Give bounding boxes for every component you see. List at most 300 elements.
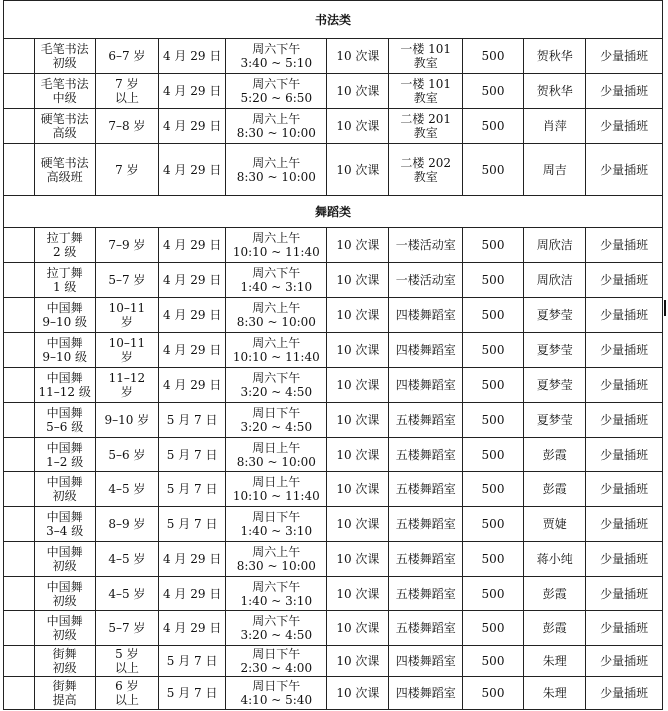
- start-date-cell: 4 月 29 日: [159, 144, 226, 196]
- age-line: 4–5 岁: [108, 482, 146, 496]
- course-name-cell: [34, 39, 95, 74]
- lessons-cell: 10 次课: [327, 263, 389, 298]
- class-time-line: 周六下午: [252, 579, 301, 594]
- age-cell: [95, 472, 158, 507]
- section-title: 书法类: [4, 1, 663, 39]
- classroom-cell: [389, 472, 462, 507]
- classroom-line: 二楼 201: [400, 112, 452, 126]
- enrollment-status-cell: 少量插班: [586, 577, 663, 611]
- age-cell: [95, 368, 158, 403]
- class-time-line: 周日下午: [252, 510, 301, 524]
- class-time-line: 周六上午: [252, 155, 301, 170]
- course-row: [4, 677, 663, 710]
- course-name-cell: [34, 144, 95, 196]
- start-date-cell: 4 月 29 日: [159, 228, 226, 263]
- classroom-line: 教室: [413, 56, 438, 70]
- classroom-cell: [389, 677, 462, 710]
- course-name-cell: [34, 611, 95, 646]
- class-time-line: 周六上午: [252, 231, 301, 245]
- class-time-cell: [226, 263, 327, 298]
- age-line: 8–9 岁: [108, 517, 146, 531]
- start-date-cell: 5 月 7 日: [159, 507, 226, 542]
- course-row: [4, 228, 663, 263]
- course-name-line: 街舞: [52, 647, 77, 661]
- course-row: [4, 298, 663, 333]
- lessons-cell: 10 次课: [327, 438, 389, 472]
- class-time-line: 3:20 ~ 4:50: [240, 420, 313, 434]
- lessons-cell: 10 次课: [327, 144, 389, 196]
- fee-cell: 500: [462, 144, 523, 196]
- course-schedule-table: [3, 0, 663, 710]
- enrollment-status-cell: 少量插班: [586, 109, 663, 144]
- class-time-line: 周日下午: [252, 647, 301, 661]
- classroom-line: 教室: [413, 169, 438, 184]
- blank-cell: [4, 577, 35, 611]
- class-time-cell: [226, 577, 327, 611]
- class-time-line: 8:30 ~ 10:00: [236, 126, 316, 140]
- class-time-line: 3:20 ~ 4:50: [240, 385, 313, 399]
- course-row: [4, 507, 663, 542]
- course-name-line: 提高: [52, 693, 77, 707]
- class-time-line: 8:30 ~ 10:00: [236, 559, 316, 573]
- age-line: 4–5 岁: [108, 586, 146, 601]
- course-row: [4, 333, 663, 368]
- enrollment-status-cell: 少量插班: [586, 403, 663, 438]
- enrollment-status-cell: 少量插班: [586, 611, 663, 646]
- class-time-cell: [226, 144, 327, 196]
- classroom-line: 四楼舞蹈室: [395, 343, 456, 357]
- class-time-cell: [226, 472, 327, 507]
- section-header-row: [4, 196, 663, 228]
- class-time-cell: [226, 677, 327, 710]
- lessons-cell: 10 次课: [327, 39, 389, 74]
- lessons-cell: 10 次课: [327, 228, 389, 263]
- age-line: 7 岁: [115, 162, 139, 177]
- classroom-cell: [389, 39, 462, 74]
- age-line: 9–10 岁: [104, 413, 150, 427]
- class-time-line: 周日上午: [252, 475, 301, 489]
- course-name-line: 2 级: [52, 245, 77, 259]
- classroom-cell: [389, 74, 462, 109]
- start-date-cell: 4 月 29 日: [159, 368, 226, 403]
- course-name-cell: [34, 403, 95, 438]
- teacher-cell: 夏梦莹: [524, 368, 586, 403]
- course-name-cell: [34, 542, 95, 577]
- classroom-line: 教室: [413, 126, 438, 140]
- class-time-line: 周六上午: [252, 301, 301, 315]
- teacher-cell: 朱理: [524, 646, 586, 677]
- course-row: [4, 472, 663, 507]
- class-time-cell: [226, 646, 327, 677]
- enrollment-status-cell: 少量插班: [586, 333, 663, 368]
- classroom-cell: [389, 438, 462, 472]
- age-line: 5–6 岁: [108, 447, 146, 462]
- course-name-cell: [34, 228, 95, 263]
- teacher-cell: 彭霞: [524, 577, 586, 611]
- lessons-cell: 10 次课: [327, 333, 389, 368]
- enrollment-status-cell: 少量插班: [586, 472, 663, 507]
- enrollment-status-cell: 少量插班: [586, 368, 663, 403]
- age-cell: [95, 507, 158, 542]
- fee-cell: 500: [462, 74, 523, 109]
- classroom-cell: [389, 403, 462, 438]
- enrollment-status-cell: 少量插班: [586, 507, 663, 542]
- course-name-cell: [34, 507, 95, 542]
- class-time-line: 8:30 ~ 10:00: [236, 169, 316, 184]
- teacher-cell: 周欣洁: [524, 263, 586, 298]
- start-date-cell: 4 月 29 日: [159, 39, 226, 74]
- blank-cell: [4, 438, 35, 472]
- classroom-cell: [389, 333, 462, 368]
- age-line: 6 岁: [115, 679, 139, 693]
- classroom-line: 一楼 101: [400, 77, 452, 91]
- course-name-line: 中国舞: [46, 406, 83, 420]
- course-row: [4, 577, 663, 611]
- age-line: 岁: [120, 315, 133, 329]
- course-name-line: 初级: [52, 489, 77, 503]
- course-name-line: 毛笔书法: [40, 77, 89, 91]
- fee-cell: 500: [462, 333, 523, 368]
- age-line: 7–8 岁: [108, 119, 146, 133]
- teacher-cell: 朱理: [524, 677, 586, 710]
- age-cell: [95, 542, 158, 577]
- class-time-line: 周日下午: [252, 406, 301, 420]
- course-name-line: 初级: [52, 628, 77, 642]
- course-name-cell: [34, 333, 95, 368]
- age-line: 11–12: [108, 371, 146, 385]
- blank-cell: [4, 646, 35, 677]
- classroom-cell: [389, 228, 462, 263]
- age-line: 岁: [120, 350, 133, 364]
- classroom-cell: [389, 368, 462, 403]
- age-cell: [95, 611, 158, 646]
- blank-cell: [4, 144, 35, 196]
- class-time-line: 5:20 ~ 6:50: [240, 91, 313, 105]
- course-name-line: 中国舞: [46, 371, 83, 385]
- course-name-line: 中国舞: [46, 510, 83, 524]
- start-date-cell: 4 月 29 日: [159, 333, 226, 368]
- class-time-cell: [226, 368, 327, 403]
- course-name-cell: [34, 263, 95, 298]
- class-time-cell: [226, 228, 327, 263]
- lessons-cell: 10 次课: [327, 577, 389, 611]
- classroom-line: 五楼舞蹈室: [395, 621, 456, 635]
- course-row: [4, 39, 663, 74]
- fee-cell: 500: [462, 438, 523, 472]
- start-date-cell: 4 月 29 日: [159, 542, 226, 577]
- section-header-row: [4, 1, 663, 39]
- class-time-cell: [226, 333, 327, 368]
- age-cell: [95, 333, 158, 368]
- class-time-cell: [226, 403, 327, 438]
- start-date-cell: 5 月 7 日: [159, 438, 226, 472]
- age-cell: [95, 74, 158, 109]
- classroom-cell: [389, 109, 462, 144]
- teacher-cell: 彭霞: [524, 472, 586, 507]
- course-name-line: 中国舞: [46, 475, 83, 489]
- classroom-cell: [389, 144, 462, 196]
- section-title: 舞蹈类: [4, 196, 663, 228]
- course-name-line: 9–10 级: [42, 315, 88, 329]
- course-name-line: 拉丁舞: [46, 231, 83, 245]
- class-time-line: 8:30 ~ 10:00: [236, 454, 316, 469]
- class-time-line: 周六下午: [252, 77, 301, 91]
- classroom-line: 四楼舞蹈室: [395, 654, 456, 668]
- course-name-line: 中国舞: [46, 336, 83, 350]
- age-line: 以上: [114, 91, 139, 105]
- course-row: [4, 403, 663, 438]
- teacher-cell: 周欣洁: [524, 228, 586, 263]
- course-name-cell: [34, 109, 95, 144]
- course-name-line: 高级班: [46, 169, 83, 184]
- class-time-line: 4:10 ~ 5:40: [240, 693, 313, 707]
- class-time-cell: [226, 507, 327, 542]
- class-time-cell: [226, 74, 327, 109]
- classroom-cell: [389, 263, 462, 298]
- class-time-line: 1:40 ~ 3:10: [240, 524, 313, 538]
- classroom-line: 四楼舞蹈室: [395, 308, 456, 322]
- class-time-line: 3:40 ~ 5:10: [240, 56, 313, 70]
- fee-cell: 500: [462, 677, 523, 710]
- class-time-line: 周六上午: [252, 336, 301, 350]
- fee-cell: 500: [462, 368, 523, 403]
- schedule-body: [4, 1, 663, 710]
- class-time-line: 1:40 ~ 3:10: [240, 280, 313, 294]
- age-cell: [95, 228, 158, 263]
- fee-cell: 500: [462, 403, 523, 438]
- age-line: 5 岁: [115, 647, 139, 661]
- class-time-cell: [226, 39, 327, 74]
- teacher-cell: 夏梦莹: [524, 333, 586, 368]
- classroom-line: 五楼舞蹈室: [395, 447, 456, 462]
- start-date-cell: 4 月 29 日: [159, 74, 226, 109]
- course-name-line: 1–2 级: [46, 454, 84, 469]
- course-row: [4, 109, 663, 144]
- course-name-line: 初级: [52, 593, 77, 608]
- course-name-cell: [34, 74, 95, 109]
- start-date-cell: 4 月 29 日: [159, 109, 226, 144]
- age-cell: [95, 646, 158, 677]
- start-date-cell: 5 月 7 日: [159, 677, 226, 710]
- age-cell: [95, 109, 158, 144]
- course-name-line: 中国舞: [46, 545, 83, 559]
- class-time-line: 10:10 ~ 11:40: [232, 245, 320, 259]
- course-name-line: 1 级: [52, 280, 77, 294]
- lessons-cell: 10 次课: [327, 646, 389, 677]
- blank-cell: [4, 74, 35, 109]
- age-line: 4–5 岁: [108, 552, 146, 566]
- fee-cell: 500: [462, 646, 523, 677]
- blank-cell: [4, 228, 35, 263]
- blank-cell: [4, 611, 35, 646]
- blank-cell: [4, 333, 35, 368]
- enrollment-status-cell: 少量插班: [586, 144, 663, 196]
- lessons-cell: 10 次课: [327, 403, 389, 438]
- age-cell: [95, 298, 158, 333]
- teacher-cell: 贺秋华: [524, 74, 586, 109]
- class-time-line: 周日下午: [252, 679, 301, 693]
- blank-cell: [4, 472, 35, 507]
- blank-cell: [4, 298, 35, 333]
- classroom-line: 一楼活动室: [395, 273, 456, 287]
- lessons-cell: 10 次课: [327, 542, 389, 577]
- age-line: 6–7 岁: [108, 49, 146, 63]
- enrollment-status-cell: 少量插班: [586, 74, 663, 109]
- blank-cell: [4, 368, 35, 403]
- age-line: 以上: [114, 661, 139, 675]
- course-name-line: 中国舞: [46, 614, 83, 628]
- class-time-line: 周日上午: [252, 440, 301, 455]
- age-line: 以上: [114, 693, 139, 707]
- start-date-cell: 4 月 29 日: [159, 611, 226, 646]
- fee-cell: 500: [462, 611, 523, 646]
- age-cell: [95, 263, 158, 298]
- course-row: [4, 611, 663, 646]
- fee-cell: 500: [462, 577, 523, 611]
- course-name-line: 硬笔书法: [40, 112, 89, 126]
- course-name-line: 街舞: [52, 679, 77, 693]
- enrollment-status-cell: 少量插班: [586, 39, 663, 74]
- teacher-cell: 蒋小纯: [524, 542, 586, 577]
- age-cell: [95, 403, 158, 438]
- classroom-line: 五楼舞蹈室: [395, 413, 456, 427]
- lessons-cell: 10 次课: [327, 507, 389, 542]
- start-date-cell: 5 月 7 日: [159, 403, 226, 438]
- class-time-line: 周六上午: [252, 112, 301, 126]
- course-name-cell: [34, 438, 95, 472]
- age-cell: [95, 144, 158, 196]
- classroom-line: 五楼舞蹈室: [395, 552, 456, 566]
- classroom-line: 五楼舞蹈室: [395, 482, 456, 496]
- class-time-line: 10:10 ~ 11:40: [232, 350, 320, 364]
- classroom-cell: [389, 577, 462, 611]
- fee-cell: 500: [462, 298, 523, 333]
- teacher-cell: 肖萍: [524, 109, 586, 144]
- age-line: 10–11: [108, 336, 146, 350]
- lessons-cell: 10 次课: [327, 298, 389, 333]
- course-name-line: 中级: [52, 91, 77, 105]
- classroom-line: 教室: [413, 91, 438, 105]
- lessons-cell: 10 次课: [327, 368, 389, 403]
- teacher-cell: 夏梦莹: [524, 403, 586, 438]
- classroom-line: 五楼舞蹈室: [395, 517, 456, 531]
- teacher-cell: 彭霞: [524, 611, 586, 646]
- classroom-line: 一楼 101: [400, 42, 452, 56]
- fee-cell: 500: [462, 109, 523, 144]
- teacher-cell: 夏梦莹: [524, 298, 586, 333]
- blank-cell: [4, 677, 35, 710]
- course-name-line: 高级: [52, 126, 77, 140]
- course-name-cell: [34, 577, 95, 611]
- classroom-line: 四楼舞蹈室: [395, 686, 456, 700]
- fee-cell: 500: [462, 228, 523, 263]
- course-name-line: 5–6 级: [46, 420, 84, 434]
- age-line: 7 岁: [115, 77, 139, 91]
- lessons-cell: 10 次课: [327, 472, 389, 507]
- blank-cell: [4, 263, 35, 298]
- age-cell: [95, 577, 158, 611]
- course-name-cell: [34, 472, 95, 507]
- course-name-line: 中国舞: [46, 579, 83, 594]
- course-name-line: 3–4 级: [46, 524, 84, 538]
- fee-cell: 500: [462, 39, 523, 74]
- course-name-line: 初级: [52, 56, 77, 70]
- lessons-cell: 10 次课: [327, 677, 389, 710]
- course-name-line: 中国舞: [46, 301, 83, 315]
- course-name-cell: [34, 677, 95, 710]
- lessons-cell: 10 次课: [327, 74, 389, 109]
- class-time-line: 周六下午: [252, 614, 301, 628]
- class-time-line: 周六下午: [252, 266, 301, 280]
- age-cell: [95, 39, 158, 74]
- course-row: [4, 646, 663, 677]
- course-name-cell: [34, 368, 95, 403]
- age-line: 7–9 岁: [108, 238, 146, 252]
- course-row: [4, 438, 663, 472]
- course-name-line: 9–10 级: [42, 350, 88, 364]
- class-time-line: 3:20 ~ 4:50: [240, 628, 313, 642]
- course-name-line: 11–12 级: [38, 385, 91, 399]
- blank-cell: [4, 39, 35, 74]
- classroom-line: 二楼 202: [400, 155, 452, 170]
- course-name-line: 初级: [52, 661, 77, 675]
- age-line: 5–7 岁: [108, 273, 146, 287]
- course-name-line: 中国舞: [46, 440, 83, 455]
- course-name-cell: [34, 646, 95, 677]
- start-date-cell: 4 月 29 日: [159, 298, 226, 333]
- blank-cell: [4, 542, 35, 577]
- age-line: 5–7 岁: [108, 621, 146, 635]
- class-time-line: 2:30 ~ 4:00: [240, 661, 313, 675]
- blank-cell: [4, 403, 35, 438]
- enrollment-status-cell: 少量插班: [586, 677, 663, 710]
- course-name-line: 初级: [52, 559, 77, 573]
- enrollment-status-cell: 少量插班: [586, 298, 663, 333]
- blank-cell: [4, 507, 35, 542]
- class-time-line: 8:30 ~ 10:00: [236, 315, 316, 329]
- course-name-line: 拉丁舞: [46, 266, 83, 280]
- lessons-cell: 10 次课: [327, 611, 389, 646]
- course-row: [4, 368, 663, 403]
- class-time-line: 周六下午: [252, 42, 301, 56]
- classroom-line: 五楼舞蹈室: [395, 586, 456, 601]
- classroom-cell: [389, 542, 462, 577]
- classroom-cell: [389, 611, 462, 646]
- class-time-line: 周六上午: [252, 545, 301, 559]
- age-line: 10–11: [108, 301, 146, 315]
- age-line: 岁: [120, 385, 133, 399]
- class-time-line: 周六下午: [252, 371, 301, 385]
- start-date-cell: 4 月 29 日: [159, 263, 226, 298]
- class-time-cell: [226, 542, 327, 577]
- classroom-cell: [389, 507, 462, 542]
- enrollment-status-cell: 少量插班: [586, 263, 663, 298]
- teacher-cell: 周吉: [524, 144, 586, 196]
- blank-cell: [4, 109, 35, 144]
- class-time-cell: [226, 438, 327, 472]
- classroom-line: 四楼舞蹈室: [395, 378, 456, 392]
- course-name-cell: [34, 298, 95, 333]
- enrollment-status-cell: 少量插班: [586, 228, 663, 263]
- course-name-line: 硬笔书法: [40, 155, 89, 170]
- lessons-cell: 10 次课: [327, 109, 389, 144]
- fee-cell: 500: [462, 472, 523, 507]
- age-cell: [95, 438, 158, 472]
- class-time-cell: [226, 298, 327, 333]
- teacher-cell: 贾婕: [524, 507, 586, 542]
- classroom-cell: [389, 646, 462, 677]
- class-time-cell: [226, 611, 327, 646]
